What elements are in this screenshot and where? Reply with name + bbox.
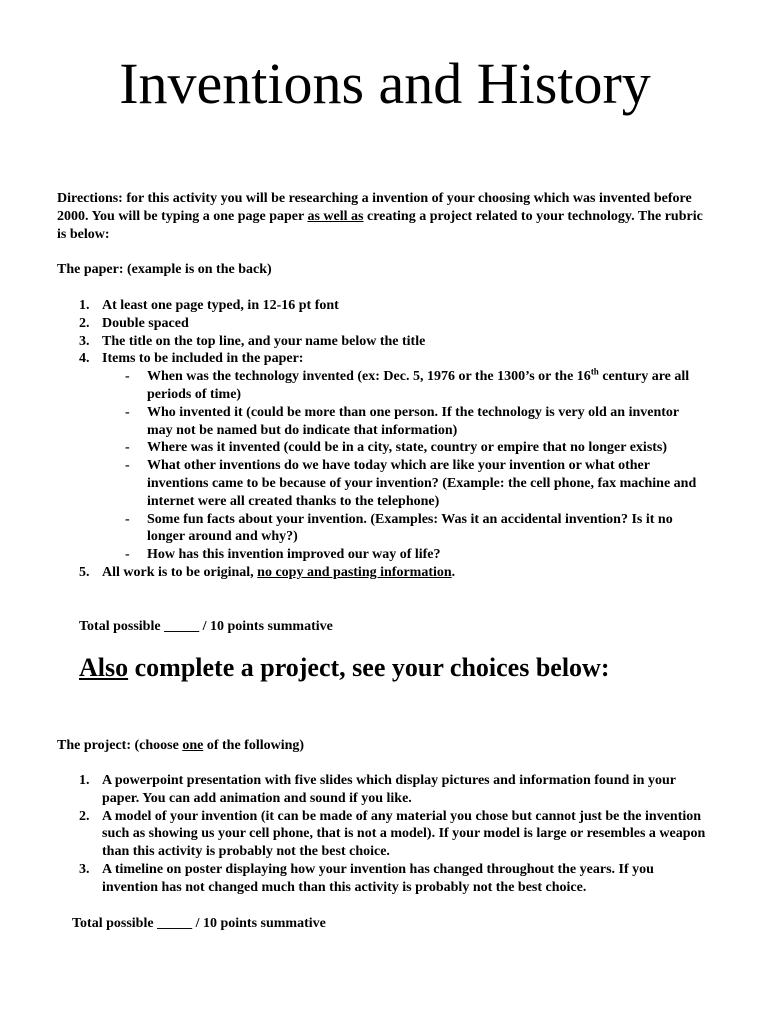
list-number: 3. xyxy=(79,333,90,349)
sublist-item-text: Who invented it (could be more than one person. If the technology is very old an inventor may not be named but do indicate that information) xyxy=(147,404,679,438)
dash-bullet: - xyxy=(125,511,130,527)
document-title: Inventions and History xyxy=(119,51,651,116)
list-number: 2. xyxy=(79,808,90,824)
heading-underlined-text: Also xyxy=(79,653,129,682)
dash-bullet: - xyxy=(125,458,130,474)
paper-total-points: Total possible _____ / 10 points summative xyxy=(79,619,333,634)
list-number: 1. xyxy=(79,298,90,313)
sublist-item-text-end: century are all periods of time) xyxy=(147,369,690,402)
paper-heading: The paper: (example is on the back) xyxy=(57,262,272,277)
sublist-item xyxy=(102,404,707,440)
list-item-text: A powerpoint presentation with five slides which display pictures and information found in your paper. You can add animation and sound if you like. xyxy=(102,773,676,806)
paper-items-sublist xyxy=(102,368,707,564)
superscript-text: th xyxy=(590,366,599,377)
dash-bullet: - xyxy=(125,440,130,456)
list-number: 4. xyxy=(79,351,90,367)
list-item-text: At least one page typed, in 12-16 pt font xyxy=(102,298,339,313)
list-item xyxy=(57,350,707,564)
underlined-text: no copy and pasting information xyxy=(257,564,452,580)
dash-bullet: - xyxy=(125,547,130,563)
list-item xyxy=(57,808,707,861)
list-item-text: A timeline on poster displaying how your invention has changed throughout the years. If you invention has not changed much than this activity is probably not the best choice. xyxy=(102,861,654,895)
project-total-points: Total possible _____ / 10 points summative xyxy=(72,916,326,931)
directions-underlined-text: as well as xyxy=(307,208,364,224)
sublist-item-text: When was the technology invented (ex: Dec. 5, 1976 or the 1300’s or the 16 xyxy=(147,369,591,385)
project-choices-list xyxy=(57,772,707,897)
list-item xyxy=(57,861,707,897)
directions-text-end: creating a project related to your technology. The rubric is below: xyxy=(57,208,703,242)
dash-bullet: - xyxy=(125,369,130,385)
list-number: 1. xyxy=(79,773,90,788)
list-item xyxy=(57,297,707,315)
sublist-item-text: How has this invention improved our way of life? xyxy=(147,547,441,563)
sublist-item-text: Some fun facts about your invention. (Examples: Was it an accidental invention? Is it no longer around and why?) xyxy=(147,511,673,545)
project-heading-text-end: of the following) xyxy=(203,738,305,753)
list-number: 5. xyxy=(79,564,90,580)
list-item-text-end: . xyxy=(451,564,456,580)
paper-requirements-list xyxy=(57,297,707,582)
sublist-item xyxy=(102,439,707,457)
list-number: 3. xyxy=(79,861,90,877)
list-item-text: Double spaced xyxy=(102,315,189,331)
sublist-item xyxy=(102,368,707,404)
heading-text: complete a project, see your choices below: xyxy=(128,653,610,682)
list-item xyxy=(57,333,707,351)
list-item-text: All work is to be original, xyxy=(102,564,258,580)
list-item xyxy=(57,772,707,808)
list-item-text: A model of your invention (it can be made of any material you chose but cannot just be the invention such as showing us your cell phone, that is not a model). If your model is large or resembles a weapon than this activity is probably not the best choice. xyxy=(102,808,706,860)
list-number: 2. xyxy=(79,315,90,331)
project-heading xyxy=(57,737,304,755)
sublist-item-text: What other inventions do we have today which are like your invention or what other inventions came to be because of your invention? (Example: the cell phone, fax machine and internet were all created thanks to the telephone) xyxy=(147,458,697,509)
project-section-heading xyxy=(79,652,609,684)
project-heading-text: The project: (choose xyxy=(57,738,183,753)
list-item-text: Items to be included in the paper: xyxy=(102,351,304,367)
sublist-item-text: Where was it invented (could be in a city, state, country or empire that no longer exists) xyxy=(147,440,668,456)
directions-text: Directions: for this activity you will be researching a invention of your choosing which was invented before 2000. You will be typing a one page paper xyxy=(57,191,692,224)
sublist-item xyxy=(102,457,707,510)
dash-bullet: - xyxy=(125,404,130,420)
project-heading-underlined: one xyxy=(182,738,204,753)
list-item xyxy=(57,564,707,582)
sublist-item xyxy=(102,546,707,564)
list-item xyxy=(57,315,707,333)
sublist-item xyxy=(102,511,707,547)
directions-paragraph xyxy=(57,190,707,243)
list-item-text: The title on the top line, and your name below the title xyxy=(102,333,426,349)
